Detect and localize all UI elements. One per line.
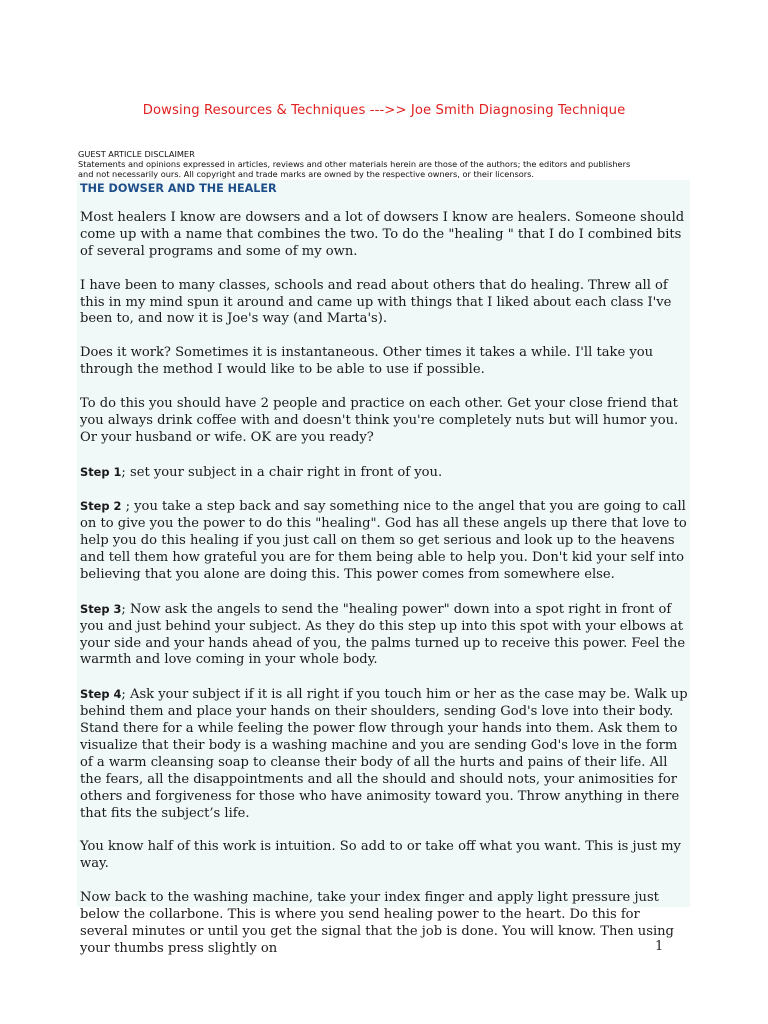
step-2-paragraph (80, 498, 688, 584)
step-4-text: ; Ask your subject if it is all right if you touch him or her as the case may be. Walk up behind them and place your hands on their shoulders, sending God's love into their body. Stand there for a while feeling the power flow through your hands into them. Ask them to visualize that their body is a washing machine and you are sending God's love in the form of a warm cleansing soap to cleanse their body of all the hurts and pains of their life. All the fears, all the disappointments and all the should and should nots, your animosities for others and forgiveness for those who have animosity toward you. Throw anything in there that fits the subject’s life. (80, 687, 688, 821)
paragraph-washing-machine: Now back to the washing machine, take your index finger and apply light pressure just below the collarbone. This is where you send healing power to the heart. Do this for several minutes or until you get the signal that the job is done. You will know. Then using your thumbs press slightly on (80, 890, 674, 956)
step-3-text: ; Now ask the angels to send the "healing power" down into a spot right in front of you and just behind your subject. As they do this step up into this spot with your elbows at your side and your hands ahead of you, the palms turned up to receive this power. Feel the warmth and love coming in your whole body. (80, 601, 686, 668)
paragraph-intuition: You know half of this work is intuition. So add to or take off what you want. This is just my way. (80, 839, 681, 872)
page-number: 1 (655, 939, 664, 954)
paragraph-does-it-work: Does it work? Sometimes it is instantaneous. Other times it takes a while. I'll take you through the method I would like to be able to use if possible. (80, 345, 654, 378)
step-3-label: Step 3 (80, 601, 122, 616)
step-1-paragraph (80, 464, 688, 482)
guest-article-disclaimer (78, 150, 698, 179)
step-2-label: Step 2 (80, 499, 122, 514)
step-4-label: Step 4 (80, 687, 122, 702)
disclaimer-line-2: and not necessarily ours. All copyright and trade marks are owned by the respective owners, or their licensors. (78, 168, 534, 179)
paragraph-intro: Most healers I know are dowsers and a lot of dowsers I know are healers. Someone should come up with a name that combines the two. To do the "healing " that I do I combined bits of several programs and some of my own. (80, 210, 685, 259)
disclaimer-line-1: Statements and opinions expressed in articles, reviews and other materials herein are those of the authors; the editors and publishers (78, 158, 631, 169)
page-title: Dowsing Resources & Techniques --->> Joe Smith Diagnosing Technique (142, 103, 626, 118)
paragraph-classes: I have been to many classes, schools and read about others that do healing. Threw all of this in my mind spun it around and came up with things that I liked about each class I've been to, and now it is Joe's way (and Marta's). (80, 277, 672, 327)
step-4-paragraph (80, 686, 688, 822)
step-1-label: Step 1 (80, 464, 122, 479)
step-3-paragraph (80, 601, 688, 670)
article-body (77, 180, 690, 956)
step-2-text: ; you take a step back and say something nice to the angel that you are going to call on to give you the power to do this "healing". God has all these angels up there that love to help you do this healing if you just call on them so get serious and look up to the heavens and tell them how grateful you are for them being able to help you. Don't kid your self into believing that you alone are doing this. This power comes from somewhere else. (80, 499, 687, 582)
paragraph-practice: To do this you should have 2 people and practice on each other. Get your close friend that you always drink coffee with and doesn't think you're completely nuts but will humor you. Or your husband or wife. OK are you ready? (80, 395, 679, 445)
step-1-text: ; set your subject in a chair right in front of you. (121, 464, 443, 480)
disclaimer-heading: GUEST ARTICLE DISCLAIMER (78, 149, 195, 159)
article-heading: THE DOWSER AND THE HEALER (80, 182, 277, 195)
